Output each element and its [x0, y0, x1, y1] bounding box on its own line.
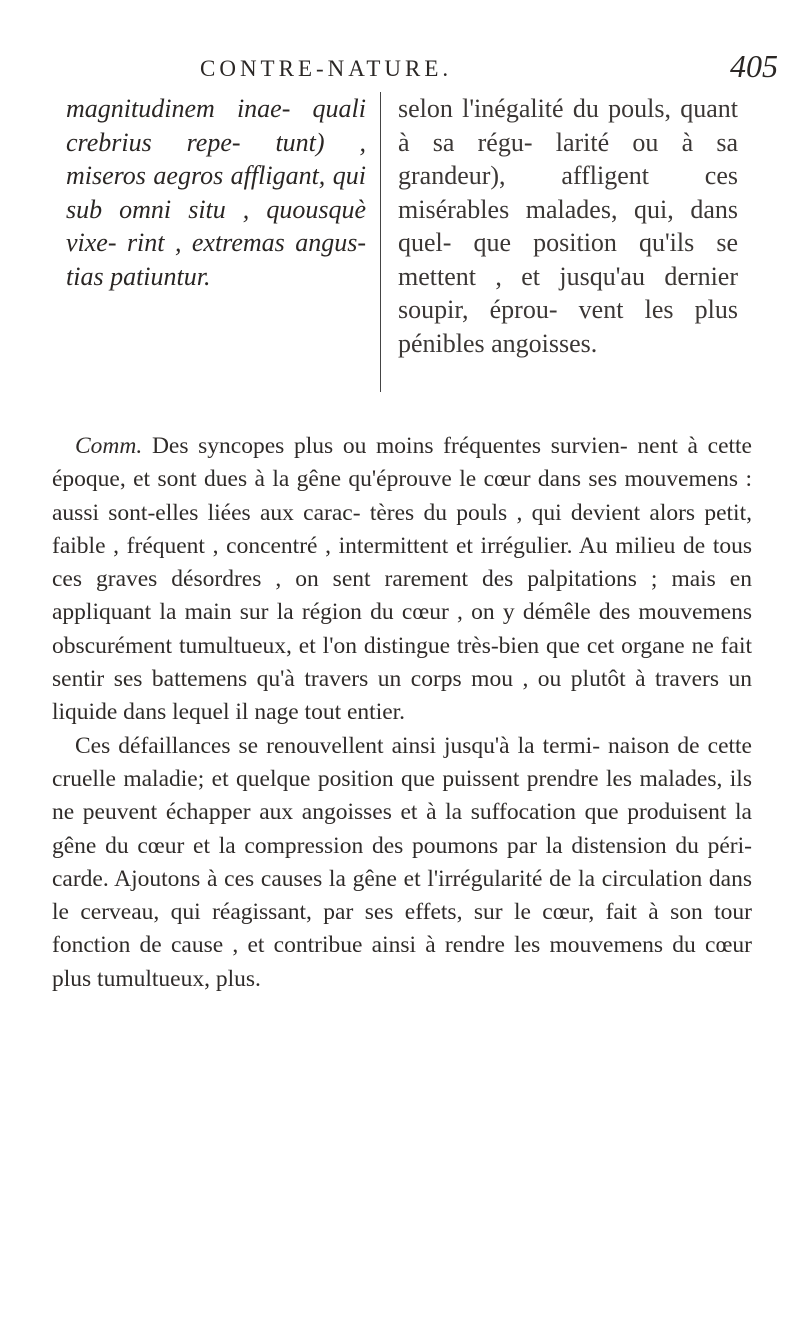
commentary-abbreviation: Comm.	[75, 433, 143, 459]
page-number: 405	[730, 48, 778, 84]
column-divider	[380, 92, 381, 392]
french-column	[398, 92, 738, 360]
commentary-body	[52, 430, 752, 996]
french-text: selon l'inégalité du pouls, quant à sa régu- larité ou à sa grandeur), affligent ces misérables malades, qui, dans quel- que position qu'ils se mettent , et jusqu'au dernier soupir, éprou- vent les plus pénibles angoisses.	[398, 94, 738, 358]
latin-text: magnitudinem inae- quali crebrius repe- tunt) , miseros aegros affligant, qui sub omni situ , quousquè vixe- rint , extremas angus- tias patiuntur.	[66, 94, 366, 291]
commentary-paragraph-1-text: Des syncopes plus ou moins fréquentes survien- nent à cette époque, et sont dues à la gêne qu'éprouve le cœur dans ses mouvemens : aussi sont-elles liées aux carac- tères du pouls , qui devient alors petit, faible , fréquent , concentré , intermittent et irrégulier. Au milieu de tous ces graves désordres , on sent rarement des palpitations ; mais en appliquant la main sur la région du cœur , on y démêle des mouvemens obscurément tumultueux, et l'on distingue très-bien que cet organe ne fait sentir ses battemens qu'à travers un corps mou , ou plutôt à travers un liquide dans lequel il nage tout entier.	[52, 433, 752, 726]
latin-column	[66, 92, 366, 293]
commentary-paragraph-1	[52, 430, 752, 730]
commentary-paragraph-2: Ces défaillances se renouvellent ainsi jusqu'à la termi- naison de cette cruelle maladie; et quelque position que puissent prendre les malades, ils ne peuvent échapper aux angoisses et à la suffocation que produisent la gêne du cœur et la compression des poumons par la distension du péri- carde. Ajoutons à ces causes la gêne et l'irrégularité de la circulation dans le cerveau, qui réagissant, par ses effets, sur le cœur, fait à son tour fonction de cause , et contribue ainsi à rendre les mouvemens du cœur plus tumultueux, plus.	[52, 732, 752, 992]
running-title: CONTRE-NATURE.	[200, 56, 453, 81]
